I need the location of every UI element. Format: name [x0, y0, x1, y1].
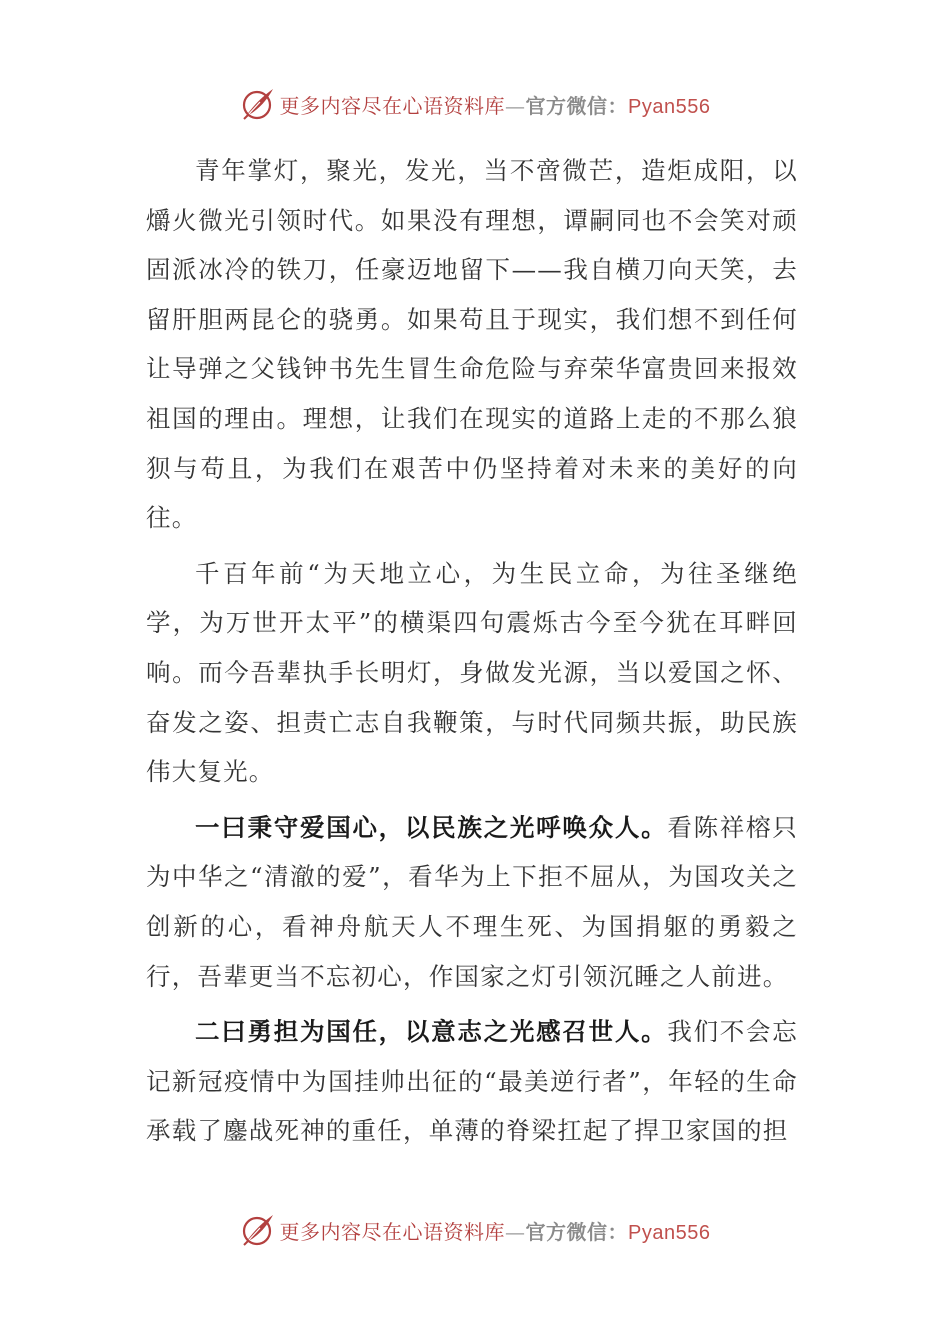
footer-separator: —	[505, 1219, 526, 1244]
footer-banner	[0, 1210, 950, 1250]
quill-pen-logo-icon	[240, 86, 276, 122]
header-banner	[0, 84, 950, 124]
paragraph-1	[146, 146, 798, 543]
paragraph-4-text: 我们不会忘记新冠疫情中为国挂帅出征的“最美逆行者”，年轻的生命承载了鏖战死神的重任，单薄的脊梁扛起了捍卫家国的担	[146, 1017, 798, 1146]
paragraph-4-lead: 二曰勇担为国任，以意志之光感召世人。	[195, 1017, 668, 1047]
footer-banner-text	[280, 1216, 711, 1245]
header-site-name: 更多内容尽在心语资料库	[279, 93, 506, 118]
paragraph-2-text: 千百年前“为天地立心，为生民立命，为往圣继绝学，为万世开太平”的横渠四句震烁古今至今犹在耳畔回响。而今吾辈执手长明灯，身做发光源，当以爱国之怀、奋发之姿、担责亡志自我鞭策，与时代同频共振，助民族伟大复光。	[146, 558, 798, 787]
header-wechat-label: 官方微信：	[525, 93, 629, 118]
paragraph-3-text: 看陈祥榕只为中华之“清澈的爱”，看华为上下拒不屈从，为国攻关之创新的心，看神舟航天人不理生死、为国捐躯的勇毅之行，吾辈更当不忘初心，作国家之灯引领沉睡之人前进。	[146, 812, 798, 991]
footer-wechat-id: Pyan556	[628, 1221, 711, 1244]
footer-site-name: 更多内容尽在心语资料库	[279, 1219, 506, 1244]
header-banner-text	[280, 90, 711, 119]
paragraph-4	[146, 1007, 798, 1156]
header-wechat-id: Pyan556	[628, 95, 711, 118]
header-separator: —	[505, 93, 526, 118]
article-body	[146, 146, 798, 1162]
paragraph-2	[146, 549, 798, 797]
footer-wechat-label: 官方微信：	[525, 1219, 629, 1244]
paragraph-3	[146, 803, 798, 1001]
paragraph-1-text: 青年掌灯，聚光，发光，当不啻微芒，造炬成阳，以爝火微光引领时代。如果没有理想，谭嗣同也不会笑对顽固派冰冷的铁刀，任豪迈地留下——我自横刀向天笑，去留肝胆两昆仑的骁勇。如果苟且于现实，我们想不到任何让导弹之父钱钟书先生冒生命危险与弃荣华富贵回来报效祖国的理由。理想，让我们在现实的道路上走的不那么狼狈与苟且，为我们在艰苦中仍坚持着对未来的美好的向往。	[146, 156, 798, 533]
paragraph-3-lead: 一曰秉守爱国心，以民族之光呼唤众人。	[195, 812, 668, 842]
quill-pen-logo-icon	[240, 1212, 276, 1248]
